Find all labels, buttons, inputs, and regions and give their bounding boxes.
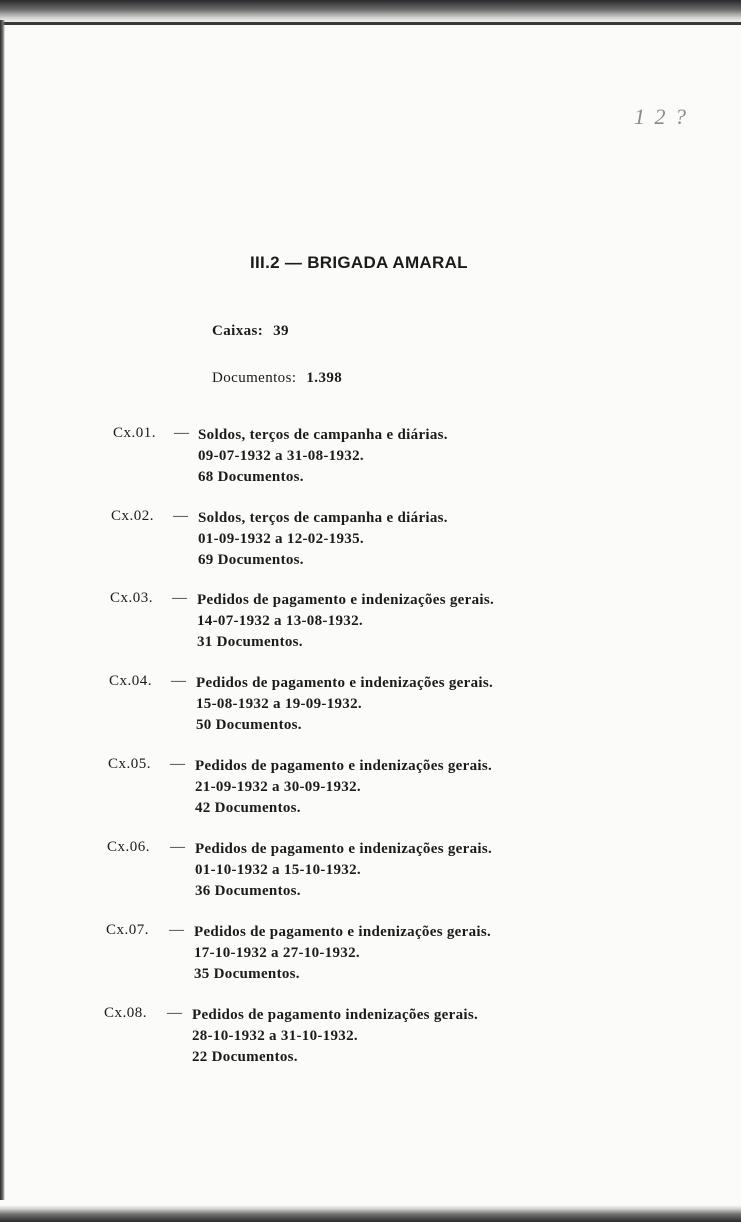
box-dash: — — [167, 1005, 182, 1021]
box-entry — [0, 508, 741, 578]
box-id: Cx.04. — [109, 673, 153, 689]
box-dates: 15-08-1932 a 19-09-1932. — [196, 696, 362, 712]
box-dates: 28-10-1932 a 31-10-1932. — [192, 1028, 358, 1044]
page-title: III.2 — BRIGADA AMARAL — [250, 253, 468, 272]
scan-edge-bottom — [0, 1205, 741, 1222]
box-dash: — — [174, 425, 189, 441]
box-count: 22 Documentos. — [192, 1049, 298, 1065]
box-count: 42 Documentos. — [195, 800, 301, 816]
box-entry — [0, 839, 741, 909]
box-dash: — — [173, 508, 188, 524]
box-entry — [0, 425, 741, 495]
box-count: 50 Documentos. — [196, 717, 302, 733]
box-entry — [0, 756, 741, 826]
box-details — [194, 922, 491, 985]
box-description: Soldos, terços de campanha e diárias. — [198, 510, 448, 526]
scan-edge-top — [0, 0, 741, 24]
box-details — [192, 1005, 478, 1068]
box-dash: — — [172, 590, 187, 606]
box-dates: 21-09-1932 a 30-09-1932. — [195, 779, 361, 795]
box-details — [198, 508, 448, 571]
box-count: 69 Documentos. — [198, 552, 304, 568]
box-id: Cx.06. — [107, 839, 151, 855]
boxes-label: Caixas: — [212, 323, 264, 339]
summary-boxes — [212, 323, 289, 340]
box-id: Cx.02. — [111, 508, 155, 524]
box-dates: 17-10-1932 a 27-10-1932. — [194, 945, 360, 961]
box-dash: — — [170, 839, 185, 855]
boxes-value: 39 — [273, 323, 289, 339]
box-dash: — — [171, 673, 186, 689]
box-count: 31 Documentos. — [197, 634, 303, 650]
scan-edge-top-line — [0, 22, 741, 25]
box-dates: 01-09-1932 a 12-02-1935. — [198, 531, 364, 547]
box-details — [197, 590, 494, 653]
box-dash: — — [170, 756, 185, 772]
box-entry — [0, 1005, 741, 1075]
box-dates: 01-10-1932 a 15-10-1932. — [195, 862, 361, 878]
box-dates: 14-07-1932 a 13-08-1932. — [197, 613, 363, 629]
box-entry — [0, 922, 741, 992]
box-id: Cx.07. — [106, 922, 150, 938]
box-description: Pedidos de pagamento indenizações gerais. — [192, 1007, 479, 1023]
box-id: Cx.08. — [104, 1005, 148, 1021]
box-count: 68 Documentos. — [198, 469, 304, 485]
box-count: 36 Documentos. — [195, 883, 301, 899]
box-description: Pedidos de pagamento e indenizações gerais. — [197, 592, 495, 608]
box-details — [198, 425, 448, 488]
box-details — [195, 839, 492, 902]
box-description: Pedidos de pagamento e indenizações gerais. — [195, 841, 493, 857]
box-details — [196, 673, 493, 736]
page-number: 1 2 ? — [634, 104, 688, 129]
box-id: Cx.03. — [110, 590, 154, 606]
box-entry — [0, 673, 741, 743]
box-entry — [0, 590, 741, 660]
box-details — [195, 756, 492, 819]
box-description: Pedidos de pagamento e indenizações gerais. — [196, 675, 494, 691]
box-description: Soldos, terços de campanha e diárias. — [198, 427, 448, 443]
box-dates: 09-07-1932 a 31-08-1932. — [198, 448, 364, 464]
box-id: Cx.01. — [113, 425, 157, 441]
summary-documents — [212, 370, 342, 387]
box-description: Pedidos de pagamento e indenizações gerais. — [194, 924, 492, 940]
box-description: Pedidos de pagamento e indenizações gerais. — [195, 758, 493, 774]
box-dash: — — [169, 922, 184, 938]
documents-label: Documentos: — [212, 370, 297, 386]
box-count: 35 Documentos. — [194, 966, 300, 982]
box-id: Cx.05. — [108, 756, 152, 772]
documents-value: 1.398 — [306, 370, 343, 386]
